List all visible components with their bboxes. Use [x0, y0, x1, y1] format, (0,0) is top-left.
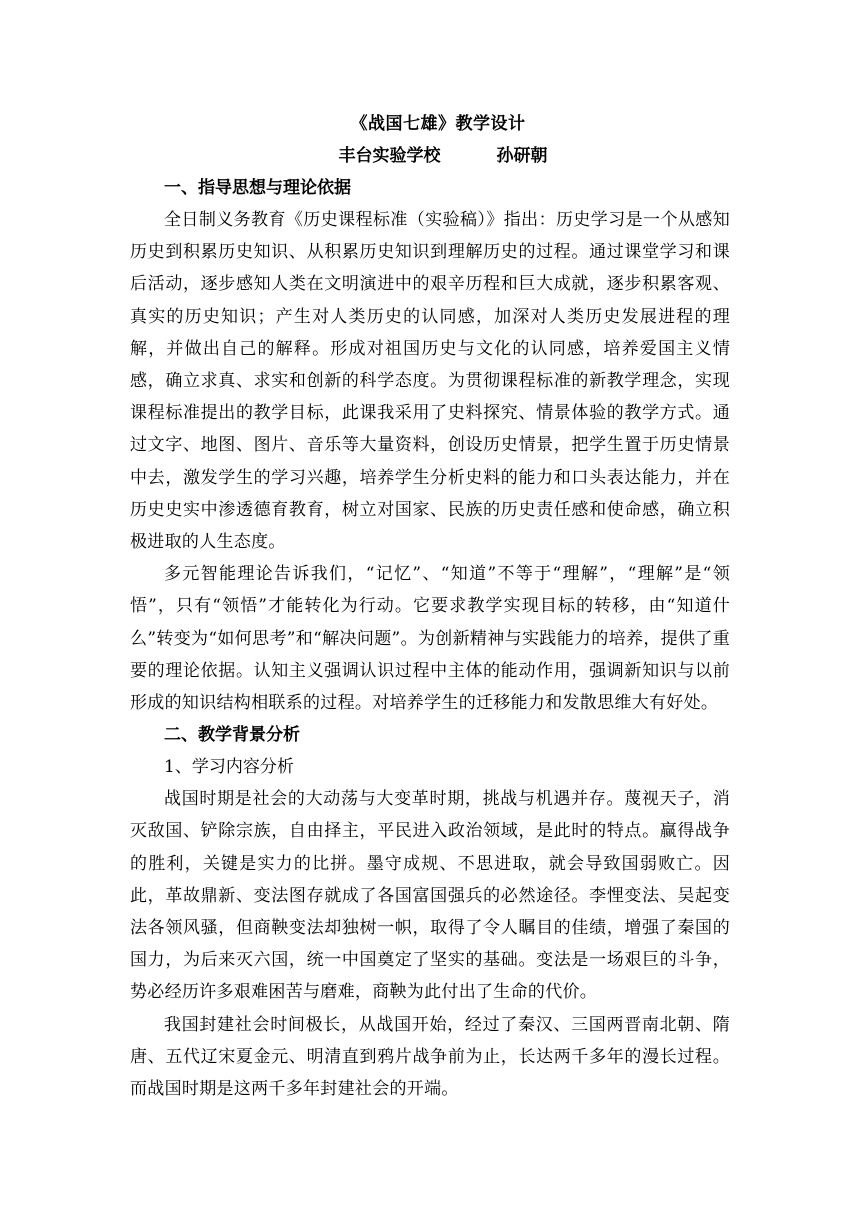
- school-name: 丰台实验学校: [338, 146, 441, 166]
- paragraph: 多元智能理论告诉我们，“记忆”、“知道”不等于“理解”，“理解”是“领悟”，只有“领悟”才能转化为行动。它要求教学实现目标的转移，由“知道什么”转变为“如何思考”和“解决问题”。为创新精神与实践能力的培养，提供了重要的理论依据。认知主义强调认识过程中主体的能动作用，强调新知识与以前形成的知识结构相联系的过程。对培养学生的迁移能力和发散思维大有好处。: [130, 564, 730, 714]
- author-name: 孙研朝: [496, 146, 548, 166]
- section-heading-guiding-thought: 一、指导思想与理论依据: [164, 178, 351, 198]
- paragraph: 全日制义务教育《历史课程标准（实验稿）》指出：历史学习是一个从感知历史到积累历史知识、从积累历史知识到理解历史的过程。通过课堂学习和课后活动，逐步感知人类在文明演进中的艰辛历程和巨大成就，逐步积累客观、真实的历史知识；产生对人类历史的认同感，加深对人类历史发展进程的理解，并做出自己的解释。形成对祖国历史与文化的认同感，培养爱国主义情感，确立求真、求实和创新的科学态度。为贯彻课程标准的新教学理念，实现课程标准提出的教学目标，此课我采用了史料探究、情景体验的教学方式。通过文字、地图、图片、音乐等大量资料，创设历史情景，把学生置于历史情景中去，激发学生的学习兴趣，培养学生分析史料的能力和口头表达能力，并在历史史实中渗透德育教育，树立对国家、民族的历史责任感和使命感，确立积极进取的人生态度。: [130, 210, 730, 553]
- paragraph: 我国封建社会时间极长，从战国开始，经过了秦汉、三国两晋南北朝、隋唐、五代辽宋夏金元、明清直到鸦片战争前为止，长达两千多年的漫长过程。而战国时期是这两千多年封建社会的开端。: [130, 1014, 730, 1100]
- section-heading-background: 二、教学背景分析: [164, 725, 300, 746]
- sub-heading-content-analysis: 1、学习内容分析: [164, 757, 294, 778]
- paragraph: 战国时期是社会的大动荡与大变革时期，挑战与机遇并存。蔑视天子，消灭敌国、铲除宗族，自由择主，平民进入政治领域，是此时的特点。赢得战争的胜利，关键是实力的比拼。墨守成规、不思进取，就会导致国弱败亡。因此，革故鼎新、变法图存就成了各国富国强兵的必然途径。李悝变法、吴起变法各领风骚，但商鞅变法却独树一帜，取得了令人瞩目的佳绩，增强了秦国的国力，为后来灭六国，统一中国奠定了坚实的基础。变法是一场艰巨的斗争，势必经历许多艰难困苦与磨难，商鞅为此付出了生命的代价。: [130, 789, 730, 1003]
- document-body: [130, 108, 730, 1105]
- document-title: 《战国七雄》教学设计: [350, 114, 526, 134]
- author-line: [130, 140, 730, 172]
